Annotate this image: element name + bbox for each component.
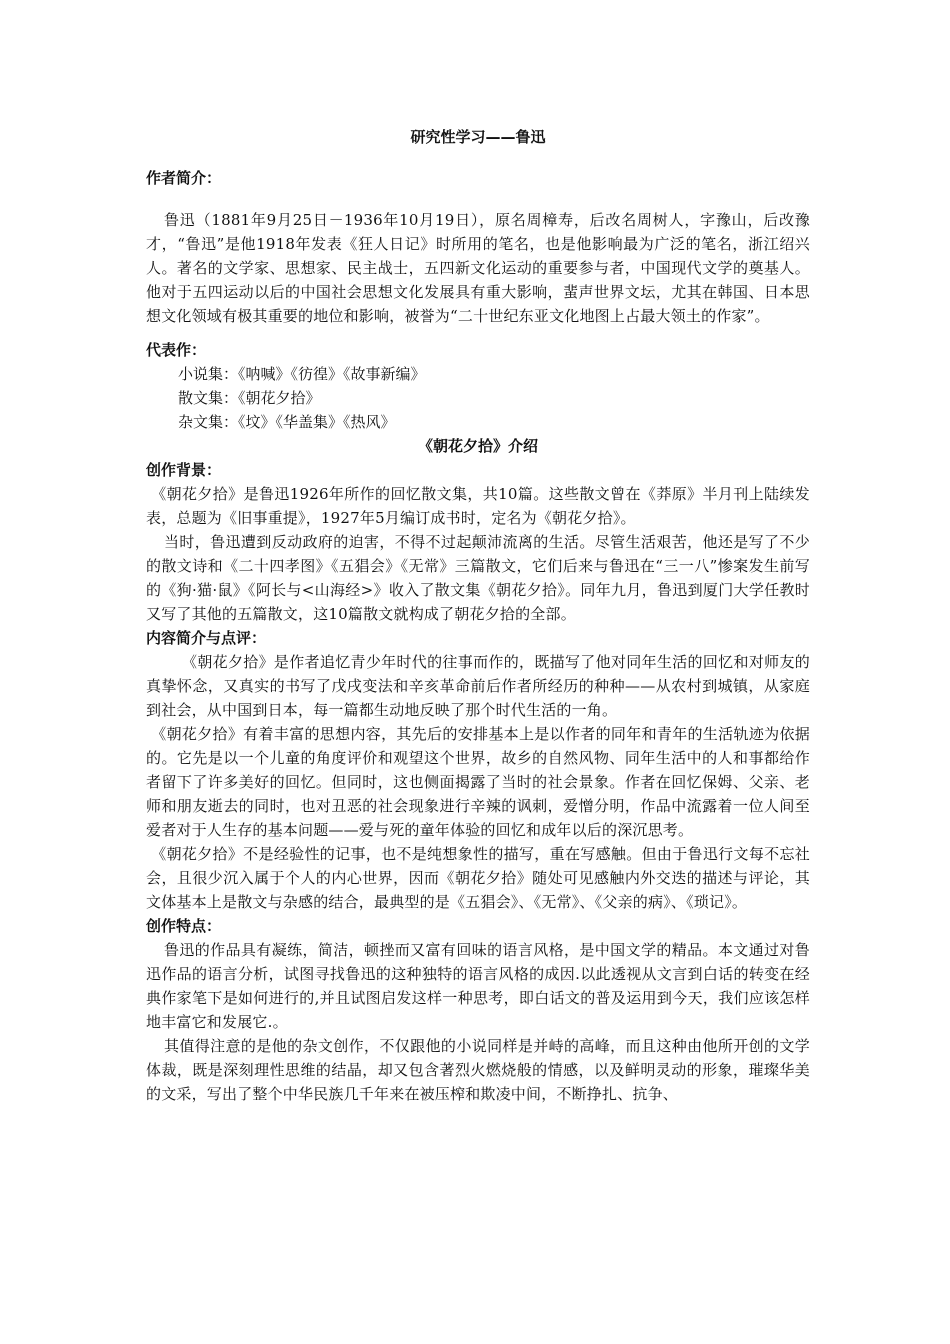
background-paragraph-1: 《朝花夕拾》是鲁迅1926年所作的回忆散文集，共10篇。这些散文曾在《莽原》半月刊上陆续发表，总题为《旧事重提》，1927年5月编订成书时，定名为《朝花夕拾》。 [146, 485, 810, 527]
features-heading: 创作特点： [146, 917, 222, 935]
author-heading: 作者简介： [146, 169, 222, 187]
book-intro-title: 《朝花夕拾》介绍 [417, 437, 538, 455]
content-paragraph-2: 《朝花夕拾》有着丰富的思想内容，其先后的安排基本上是以作者的同年和青年的生活轨迹为依据的。它先是以一个儿童的角度评价和观望这个世界，故乡的自然风物、同年生活中的人和事都给作者留下了许多美好的回忆。但同时，这也侧面揭露了当时的社会景象。作者在回忆保姆、父亲、老师和朋友逝去的同时，也对丑恶的社会现象进行辛辣的讽刺，爱憎分明，作品中流露着一位人间至爱者对于人生存的基本问题——爱与死的童年体验的回忆和成年以后的深沉思考。 [146, 725, 810, 839]
works-item-zawen: 杂文集：《坟》《华盖集》《热风》 [178, 413, 396, 431]
works-heading: 代表作： [146, 341, 207, 359]
author-paragraph: 鲁迅（1881年9月25日－1936年10月19日），原名周樟寿，后改名周树人，字豫山，后改豫才，“鲁迅”是他1918年发表《狂人日记》时所用的笔名，也是他影响最为广泛的笔名，浙江绍兴人。著名的文学家、思想家、民主战士，五四新文化运动的重要参与者，中国现代文学的奠基人。他对于五四运动以后的中国社会思想文化发展具有重大影响，蜚声世界文坛，尤其在韩国、日本思想文化领域有极其重要的地位和影响，被誉为“二十世纪东亚文化地图上占最大领土的作家”。 [146, 211, 810, 325]
content-paragraph-3: 《朝花夕拾》不是经验性的记事，也不是纯想象性的描写，重在写感触。但由于鲁迅行文每不忘社会，且很少沉入属于个人的内心世界，因而《朝花夕拾》随处可见感触内外交迭的描述与评论，其文体基本上是散文与杂感的结合，最典型的是《五猖会》、《无常》、《父亲的病》、《琐记》。 [146, 845, 810, 911]
features-paragraph-2: 其值得注意的是他的杂文创作，不仅跟他的小说同样是并峙的高峰，而且这种由他所开创的文学体裁，既是深刻理性思维的结晶，却又包含著烈火燃烧般的情感，以及鲜明灵动的形象，璀璨华美的文采，写出了整个中华民族几千年来在被压榨和欺凌中间，不断挣扎、抗争、 [146, 1037, 810, 1103]
works-item-essays: 散文集：《朝花夕拾》 [178, 389, 321, 407]
document-body [146, 124, 810, 1106]
background-heading: 创作背景： [146, 461, 222, 479]
content-heading: 内容简介与点评： [146, 629, 267, 647]
page-title: 研究性学习——鲁迅 [410, 128, 546, 146]
content-paragraph-1: 《朝花夕拾》是作者追忆青少年时代的往事而作的，既描写了他对同年生活的回忆和对师友的真挚怀念，又真实的书写了戊戌变法和辛亥革命前后作者所经历的种种——从农村到城镇，从家庭到社会，从中国到日本，每一篇都生动地反映了那个时代生活的一角。 [146, 653, 810, 719]
features-paragraph-1: 鲁迅的作品具有凝练，简洁，顿挫而又富有回味的语言风格，是中国文学的精品。本文通过对鲁迅作品的语言分析，试图寻找鲁迅的这种独特的语言风格的成因.以此透视从文言到白话的转变在经典作家笔下是如何进行的,并且试图启发这样一种思考，即白话文的普及运用到今天，我们应该怎样地丰富它和发展它.。 [146, 941, 810, 1031]
background-paragraph-2: 当时，鲁迅遭到反动政府的迫害，不得不过起颠沛流离的生活。尽管生活艰苦，他还是写了不少的散文诗和《二十四孝图》《五猖会》《无常》三篇散文，它们后来与鲁迅在“三一八”惨案发生前写的《狗·猫·鼠》《阿长与<山海经>》收入了散文集《朝花夕拾》。同年九月，鲁迅到厦门大学任教时又写了其他的五篇散文，这10篇散文就构成了朝花夕拾的全部。 [146, 533, 810, 623]
works-item-novels: 小说集：《呐喊》《彷徨》《故事新编》 [178, 365, 426, 383]
